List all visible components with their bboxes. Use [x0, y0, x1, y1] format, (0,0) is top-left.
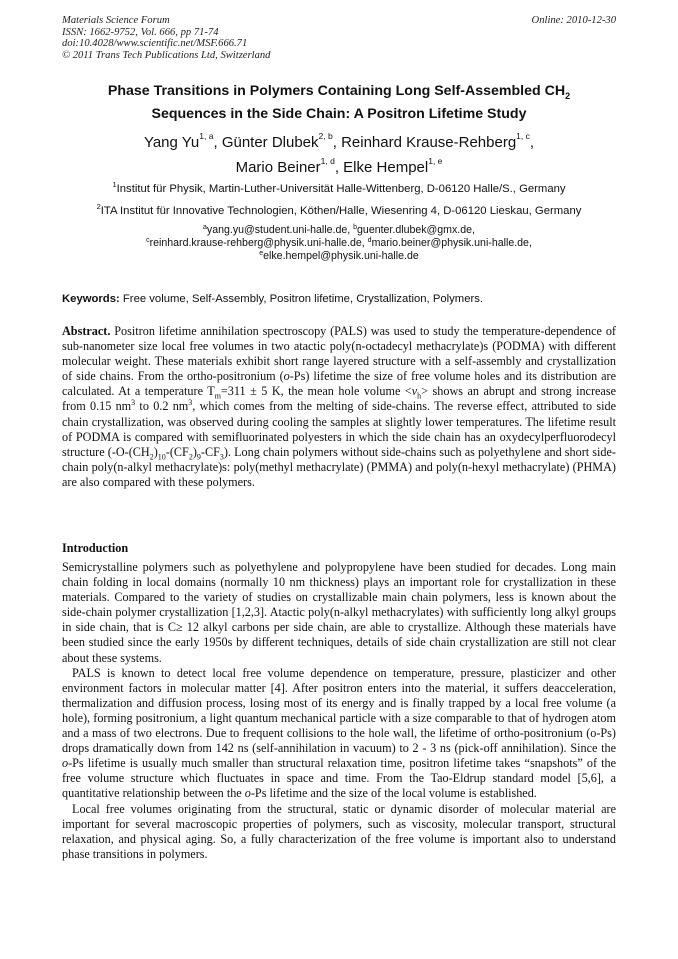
introduction-body	[62, 560, 616, 862]
author-separator: ,	[332, 134, 342, 151]
abstract-subscript: 10	[157, 452, 166, 462]
abstract-subscript: 2	[188, 452, 193, 462]
abstract-text: ). Long chain polymers without side-chains such as polyethylene and short side-chain poly(n-alkyl methacrylate)s: poly(methyl methacrylate) (PMMA) and poly(n-hexyl methacrylate) (PHMA) are also compared with these polymers.	[62, 444, 616, 489]
affiliation-1	[50, 180, 628, 196]
abstract-superscript: 3	[188, 398, 193, 408]
author-affil-mark: 1, a	[199, 131, 214, 141]
email-mark: d	[367, 236, 372, 244]
abstract-text: , which comes from the melting of side-chains. The reverse effect, attributed to side chain crystallization, was observed during cooling the samples at slightly lower temperatures. The lifetime result of PODMA is compared with semifluorinated polyesters in which the side chain has an oxydecylperfluorodecyl structure (-O-(CH	[62, 399, 616, 459]
abstract	[62, 324, 616, 490]
email-mark: b	[353, 224, 358, 231]
paper-title	[62, 82, 616, 123]
author-affil-mark: 2, b	[318, 131, 333, 141]
author-affil-mark: 1, e	[428, 156, 443, 166]
affiliation-text: ITA Institut für Innovative Technologien, Köthen/Halle, Wiesenring 4, D-06120 Lieskau, Germany	[100, 205, 582, 217]
email-mark: a	[203, 224, 207, 231]
abstract-text: )	[153, 444, 158, 459]
author-name: Mario Beiner	[235, 159, 321, 176]
paragraph-italic: o	[244, 786, 251, 801]
title-line1: Phase Transitions in Polymers Containing Long Self-Assembled CH	[107, 83, 566, 99]
affiliation-number: 1	[112, 180, 117, 189]
email-address: yang.yu@student.uni-halle.de,	[206, 224, 354, 236]
journal-name: Materials Science Forum	[62, 15, 170, 26]
keywords-label: Keywords:	[62, 293, 120, 305]
paragraph: Semicrystalline polymers such as polyethylene and polypropylene have been studied for decades. Long main chain folding in local domains (normally 10 nm thickness) plays an important role for crystallization in these materials. Compared to the variety of studies on crystallizable main chain polymers, less is known about the side-chain polymer crystallization [1,2,3]. Atactic poly(n-alkyl methacrylates) with sufficiently long alkyl groups in side chain, that is C≥ 12 alkyl carbons per side chain, are able to crystallize. Although these materials have been studied since the early 1950s by different techniques, details of side chain crystallization are still not clear about these systems.	[62, 560, 616, 665]
author-separator: ,	[334, 159, 344, 176]
abstract-label: Abstract.	[62, 324, 111, 338]
author-name: Yang Yu	[143, 134, 200, 151]
email-address: guenter.dlubek@gmx.de,	[357, 224, 475, 236]
title-subscript: 2	[565, 90, 571, 101]
section-heading-introduction: Introduction	[62, 541, 129, 555]
email-address: elke.hempel@physik.uni-halle.de	[263, 249, 419, 262]
abstract-text: > shows an abrupt and strong increase from 0.15 nm	[62, 384, 616, 414]
author-separator: ,	[213, 134, 222, 151]
abstract-text: )	[192, 444, 197, 459]
abstract-text: -(CF	[165, 444, 189, 459]
author-name: Günter Dlubek	[221, 134, 319, 151]
abstract-superscript: 3	[131, 398, 136, 408]
abstract-subscript: h	[417, 391, 422, 401]
affiliation-text: Institut für Physik, Martin-Luther-Universität Halle-Wittenberg, D-06120 Halle/S., Germany	[116, 183, 566, 195]
author-affil-mark: 1, c	[516, 131, 530, 141]
online-date: Online: 2010-12-30	[531, 15, 616, 26]
email-mark: e	[259, 249, 264, 257]
abstract-text: to 0.2 nm	[135, 399, 189, 414]
email-address: mario.beiner@physik.uni-halle.de,	[371, 236, 532, 249]
copyright-line: © 2011 Trans Tech Publications Ltd, Switzerland	[62, 49, 271, 61]
paragraph-text: PALS is known to detect local free volume dependence on temperature, pressure, plasticizer and other environment factors in molecular matter [4]. After positron enters into the material, it suffers deacceleration, thermalization and diffusion process, losing most of its energy and is finally trapped by a local free volume (a hole), forming positronium, a light quantum mechanical particle with a size comparable to that of hydrogen atom and a mass of two electrons. Due to frequent collisions to the hole wall, the lifetime of ortho-positronium (o-Ps) drops dramatically down from 142 ns (self-annihilation in vacuum) to 2 - 3 ns (pick-off annihilation). Since the	[62, 665, 616, 756]
email-list	[62, 224, 616, 262]
abstract-text: Positron lifetime annihilation spectroscopy (PALS) was used to study the temperature-dependence of sub-nanometer size local free volumes in two atactic poly(n-octadecyl methacrylate)s (PODMA) with different molecular weight. These materials exhibit short range layered structure with a self-assembly and crystallization of side chains. From the ortho-positronium (	[62, 324, 616, 384]
paragraph-italic: o	[62, 756, 69, 771]
keywords-text: Free volume, Self-Assembly, Positron lifetime, Crystallization, Polymers.	[119, 293, 484, 305]
affiliation-number: 2	[96, 202, 101, 211]
abstract-italic: o	[283, 369, 290, 384]
author-name: Reinhard Krause-Rehberg	[341, 134, 517, 151]
author-separator: ,	[529, 134, 535, 151]
abstract-italic: v	[411, 384, 418, 399]
paragraph: Local free volumes originating from the structural, static or dynamic disorder of molecular material are important for several macroscopic properties of polymers, such as viscosity, molecular transport, structural relaxation, and physical aging. So, a fully characterization of the free volume is important also to understand phase transitions in polymers.	[62, 801, 616, 861]
abstract-text: -Ps) lifetime the size of free volume holes and its distribution are calculated. At a temperature T	[62, 369, 616, 399]
abstract-text: =311 ± 5 K, the mean hole volume <	[220, 384, 412, 399]
author-list	[62, 130, 616, 180]
abstract-subscript: 9	[196, 452, 201, 462]
abstract-subscript: 2	[149, 452, 154, 462]
paragraph-text: -Ps lifetime and the size of the local volume is established.	[250, 786, 537, 801]
affiliation-2	[50, 202, 628, 218]
doi-line: doi:10.4028/www.scientific.net/MSF.666.71	[62, 38, 248, 50]
issn-line: ISSN: 1662-9752, Vol. 666, pp 71-74	[62, 26, 219, 38]
author-affil-mark: 1, d	[320, 156, 335, 166]
paragraph	[62, 666, 616, 802]
journal-header	[62, 15, 270, 61]
abstract-subscript: m	[214, 391, 221, 401]
author-name: Elke Hempel	[343, 159, 429, 176]
email-mark: c	[146, 236, 150, 244]
title-line2: Sequences in the Side Chain: A Positron Lifetime Study	[151, 105, 527, 122]
paragraph-text: -Ps lifetime is usually much smaller than structural relaxation time, positron lifetime takes “snapshots” of the free volume structure which fluctuates in space and time. From the Tao-Eldrup standard model [5,6], a quantitative relationship between the	[62, 756, 616, 801]
keywords	[62, 293, 622, 305]
email-address: reinhard.krause-rehberg@physik.uni-halle.de,	[149, 236, 368, 249]
abstract-text: -CF	[200, 444, 220, 459]
abstract-subscript: 3	[219, 452, 224, 462]
